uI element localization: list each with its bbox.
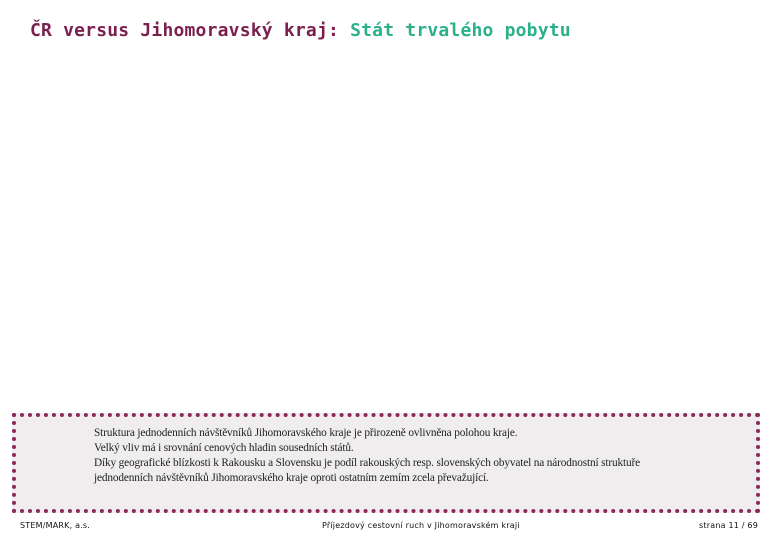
commentary-line: Struktura jednodenních návštěvníků Jihomoravského kraje je přirozeně ovlivněna polohou kraje. — [94, 427, 518, 439]
page-title — [30, 20, 571, 41]
footer-report-title: Příjezdový cestovní ruch v Jihomoravském kraji — [322, 521, 520, 530]
commentary-line: Díky geografické blízkosti k Rakousku a Slovensku je podíl rakouských resp. slovenských obyvatel na národnostní struktuře — [94, 457, 640, 469]
commentary-line: jednodenních návštěvníků Jihomoravského kraje oproti ostatním zemím zcela převažující. — [94, 472, 489, 484]
page-title-main: ČR versus Jihomoravský kraj: — [30, 20, 340, 41]
footer-company: STEM/MARK, a.s. — [20, 521, 91, 530]
commentary-text — [94, 426, 734, 486]
commentary-line: Velký vliv má i srovnání cenových hladin sousedních států. — [94, 442, 354, 454]
footer-page-number: strana 11 / 69 — [699, 521, 758, 530]
page-title-sub: Stát trvalého pobytu — [350, 20, 571, 41]
commentary-box — [12, 413, 760, 513]
